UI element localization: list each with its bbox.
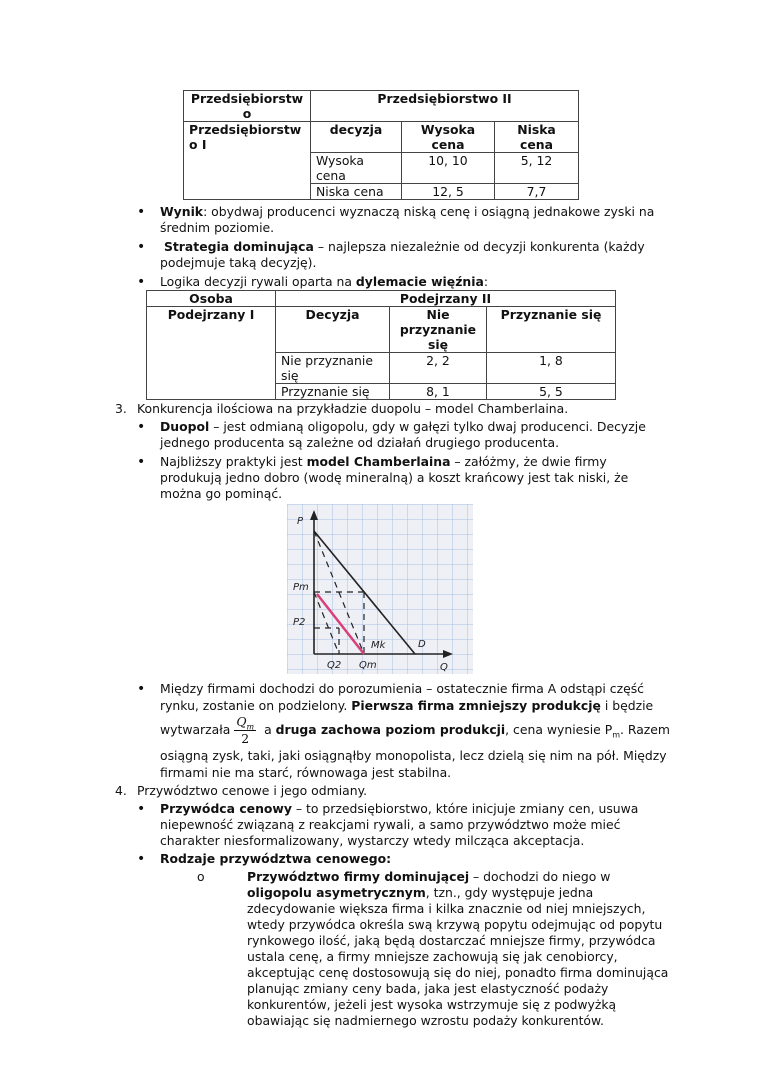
label-q: Q bbox=[440, 662, 448, 673]
column-group-header: Podejrzany II bbox=[276, 291, 616, 307]
row-label: Przyznanie się bbox=[276, 384, 390, 400]
table-cell: 10, 10 bbox=[402, 153, 495, 184]
list-item: • Przywódca cenowy – to przedsiębiorstwo, które inicjuje zmiany cen, usuwa niepewność związaną z reakcjami rywali, a samo przywództwo może mieć charakter niesformalizowany, wystarczy wtedy milcząca akceptacja. bbox=[160, 801, 660, 849]
decision-header: decyzja bbox=[311, 122, 402, 153]
chamberlain-diagram bbox=[287, 504, 473, 674]
fraction: $\frac{Q_m}{2}$ bbox=[236, 714, 255, 746]
sub-list-item: o Przywództwo firmy dominującej – dochodzi do niego w oligopolu asymetrycznym, tzn., gdy występuje jedna zdecydowanie większa firma i kilka znacznie od niej mniejszych, wtedy przywódca określa swą krzywą popytu odejmując od popytu rynkowego ilość, jaką będą dostarczać mniejsze firmy, przywódca ustala cenę, a firmy mniejsze zachowują się jak cenobiorcy, akceptując cenę dostosowują się do niej, ponadto firma dominująca planując zmiany ceny bada, jaka jest elastyczność podaży konkurentów, jeżeli jest wysoka wstrzymuje się z podwyżką obawiając się nadmiernego wzrostu podaży konkurentów. bbox=[197, 869, 669, 1028]
label-d: D bbox=[418, 639, 426, 650]
bullet-icon bbox=[137, 851, 145, 867]
row-group-header: Przedsiębiorstwo I bbox=[184, 122, 311, 200]
section-heading: 3. Konkurencja ilościowa na przykładzie duopolu – model Chamberlaina. bbox=[115, 401, 569, 416]
label-p: P bbox=[297, 516, 304, 527]
bullet-icon bbox=[137, 801, 145, 817]
bullet-icon bbox=[137, 204, 145, 220]
decision-header: Decyzja bbox=[276, 307, 390, 353]
bullet-icon bbox=[137, 419, 145, 435]
table-cell: 7,7 bbox=[495, 184, 579, 200]
column-header: Wysoka cena bbox=[402, 122, 495, 153]
section-heading: 4. Przywództwo cenowe i jego odmiany. bbox=[115, 783, 368, 798]
bullet-icon bbox=[137, 680, 145, 698]
table-cell: 8, 1 bbox=[390, 384, 487, 400]
row-group-header: Podejrzany I bbox=[147, 307, 276, 400]
table-corner: Osoba bbox=[147, 291, 276, 307]
list-item: • Wynik: obydwaj producenci wyznaczą niską cenę i osiągną jednakowe zyski na średnim poziomie. bbox=[160, 204, 680, 236]
label-p2: P2 bbox=[293, 617, 306, 628]
table-cell: 1, 8 bbox=[487, 353, 616, 384]
label-qm: Qm bbox=[359, 660, 377, 671]
payoff-table-firms bbox=[183, 90, 579, 200]
table-corner: Przedsiębiorstwo bbox=[184, 91, 311, 122]
bullet-icon bbox=[137, 454, 145, 470]
bullet-icon bbox=[137, 274, 145, 290]
list-item: • Duopol – jest odmianą oligopolu, gdy w gałęzi tylko dwaj producenci. Decyzje jednego producenta są zależne od działań drugiego producenta. bbox=[160, 419, 680, 451]
table-cell: 5, 12 bbox=[495, 153, 579, 184]
row-label: Wysoka cena bbox=[311, 153, 402, 184]
label-q2: Q2 bbox=[327, 660, 342, 671]
payoff-table-prisoners bbox=[146, 290, 616, 400]
row-label: Nie przyznanie się bbox=[276, 353, 390, 384]
table-cell: 5, 5 bbox=[487, 384, 616, 400]
row-label: Niska cena bbox=[311, 184, 402, 200]
column-header: Przyznanie się bbox=[487, 307, 616, 353]
list-number: 3. bbox=[115, 401, 127, 416]
list-number: 4. bbox=[115, 783, 127, 798]
list-item: • Rodzaje przywództwa cenowego: bbox=[160, 851, 680, 867]
list-item: • Między firmami dochodzi do porozumienia – ostatecznie firma A odstąpi część rynku, zostanie on podzielony. Pierwsza firma zmniejszy produkcję i będzie wytwarzała $\frac{Q_m}{2}$ a druga zachowa poziom produkcji, cena wyniesie $P_m$. Razem osiągną zysk, taki, jaki osiągnąłby monopolista, lecz dzielą się nim na pół. Między firmami nie ma starć, równowaga jest stabilna. bbox=[160, 680, 670, 781]
label-mr: Mk bbox=[371, 640, 386, 651]
label-pm: Pm bbox=[293, 582, 309, 593]
column-header: Niska cena bbox=[495, 122, 579, 153]
sub-bullet-icon: o bbox=[197, 869, 205, 884]
column-header: Nie przyznanie się bbox=[390, 307, 487, 353]
bullet-icon bbox=[137, 239, 145, 255]
table-cell: 2, 2 bbox=[390, 353, 487, 384]
list-item: • Strategia dominująca – najlepsza niezależnie od decyzji konkurenta (każdy podejmuje taką decyzję). bbox=[160, 239, 680, 271]
list-item: • Logika decyzji rywali oparta na dylemacie więźnia: bbox=[160, 274, 680, 290]
column-group-header: Przedsiębiorstwo II bbox=[311, 91, 579, 122]
table-cell: 12, 5 bbox=[402, 184, 495, 200]
list-item: • Najbliższy praktyki jest model Chamberlaina – załóżmy, że dwie firmy produkują jedno dobro (wodę mineralną) a koszt krańcowy jest tak niski, że można go pominąć. bbox=[160, 454, 665, 502]
